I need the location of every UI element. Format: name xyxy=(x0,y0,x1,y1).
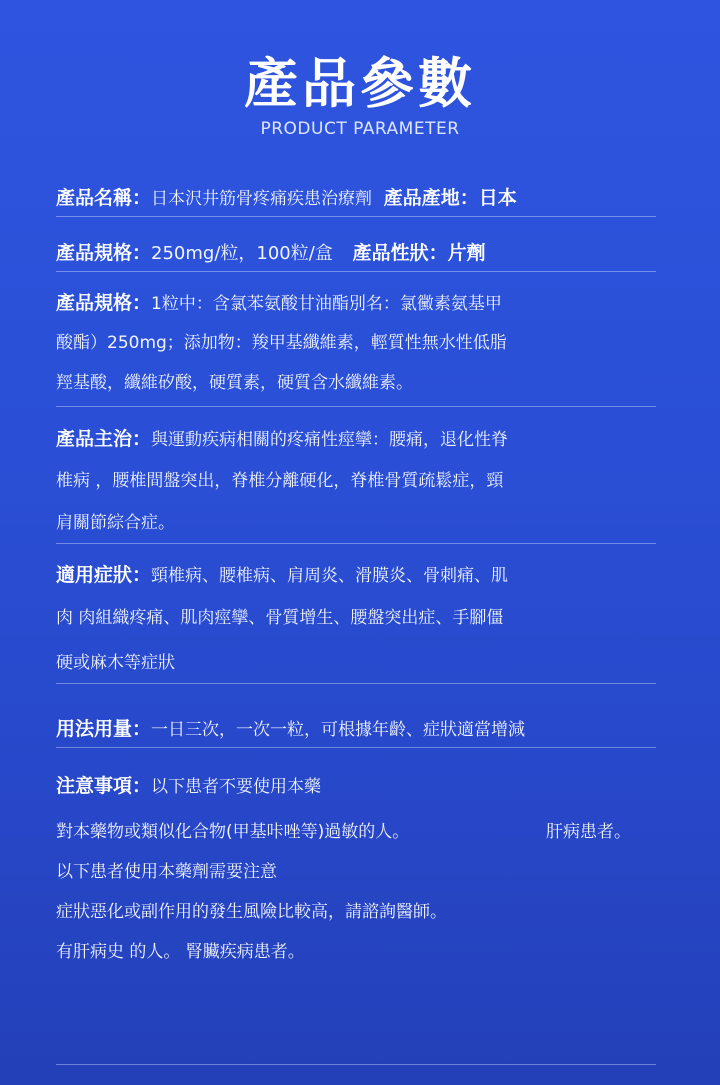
cautions-section xyxy=(56,772,656,966)
indications-line: 椎病 ，腰椎間盤突出，脊椎分離硬化，脊椎骨質疏鬆症，頸 xyxy=(56,471,504,491)
bottom-divider xyxy=(56,1064,656,1065)
cautions-line: 以下患者使用本藥劑需要注意 xyxy=(56,862,277,882)
cautions-first: 以下患者不要使用本藥 xyxy=(151,777,322,797)
divider xyxy=(56,747,656,748)
page-title: 產品參數 xyxy=(244,52,476,115)
page-header xyxy=(0,52,720,140)
composition-line: 酸酯）250mg；添加物：羧甲基纖維素，輕質性無水性低脂 xyxy=(56,333,507,353)
page-subtitle: PRODUCT PARAMETER xyxy=(260,119,460,139)
cautions-label: 注意事項： xyxy=(56,775,152,797)
composition-label: 產品規格： xyxy=(56,292,152,314)
row-name-origin xyxy=(56,184,656,213)
name-value: 日本沢井筋骨疼痛疾患治療劑 xyxy=(151,189,373,209)
symptoms-line: 硬或麻木等症狀 xyxy=(56,653,175,673)
usage-value: 一日三次，一次一粒，可根據年齡、症狀適當增減 xyxy=(151,720,526,740)
symptoms-line: 肉 肉組織疼痛、肌肉痙攣、骨質增生、腰盤突出症、手腳僵 xyxy=(56,608,504,628)
row-usage xyxy=(56,715,656,744)
cautions-line: 肝病患者。 xyxy=(546,822,631,842)
symptoms-label: 適用症狀： xyxy=(56,564,152,586)
row-spec-form xyxy=(56,239,656,268)
cautions-line: 有肝病史 的人。 腎臟疾病患者。 xyxy=(56,942,305,962)
divider xyxy=(56,271,656,272)
form-value: 片劑 xyxy=(447,242,486,264)
composition-line: 1粒中：含氯苯氨酸甘油酯別名：氯黴素氨基甲 xyxy=(151,294,502,314)
divider xyxy=(56,683,656,684)
divider xyxy=(56,543,656,544)
usage-label: 用法用量： xyxy=(56,718,152,740)
indications-label: 產品主治： xyxy=(56,428,152,450)
composition-section xyxy=(56,289,656,397)
symptoms-line: 頸椎病、腰椎病、肩周炎、滑膜炎、骨刺痛、肌 xyxy=(151,566,509,586)
cautions-line: 對本藥物或類似化合物(甲基咔唑等)過敏的人。 xyxy=(56,822,410,842)
symptoms-section xyxy=(56,561,656,677)
cautions-line: 症狀惡化或副作用的發生風險比較高，請諮詢醫師。 xyxy=(56,902,447,922)
origin-value: 日本 xyxy=(478,187,517,209)
divider xyxy=(56,216,656,217)
composition-line: 羥基酸，纖維矽酸，硬質素，硬質含水纖維素。 xyxy=(56,373,413,393)
indications-section xyxy=(56,425,656,537)
form-label: 產品性狀： xyxy=(352,242,448,264)
spec-value: 250mg/粒，100粒/盒 xyxy=(151,243,333,264)
spec-label: 產品規格： xyxy=(56,242,152,264)
origin-label: 產品產地： xyxy=(383,187,479,209)
indications-line: 與運動疾病相關的疼痛性痙攣：腰痛，退化性脊 xyxy=(151,430,509,450)
divider xyxy=(56,406,656,407)
name-label: 產品名稱： xyxy=(56,187,152,209)
indications-line: 肩關節綜合症。 xyxy=(56,513,175,533)
